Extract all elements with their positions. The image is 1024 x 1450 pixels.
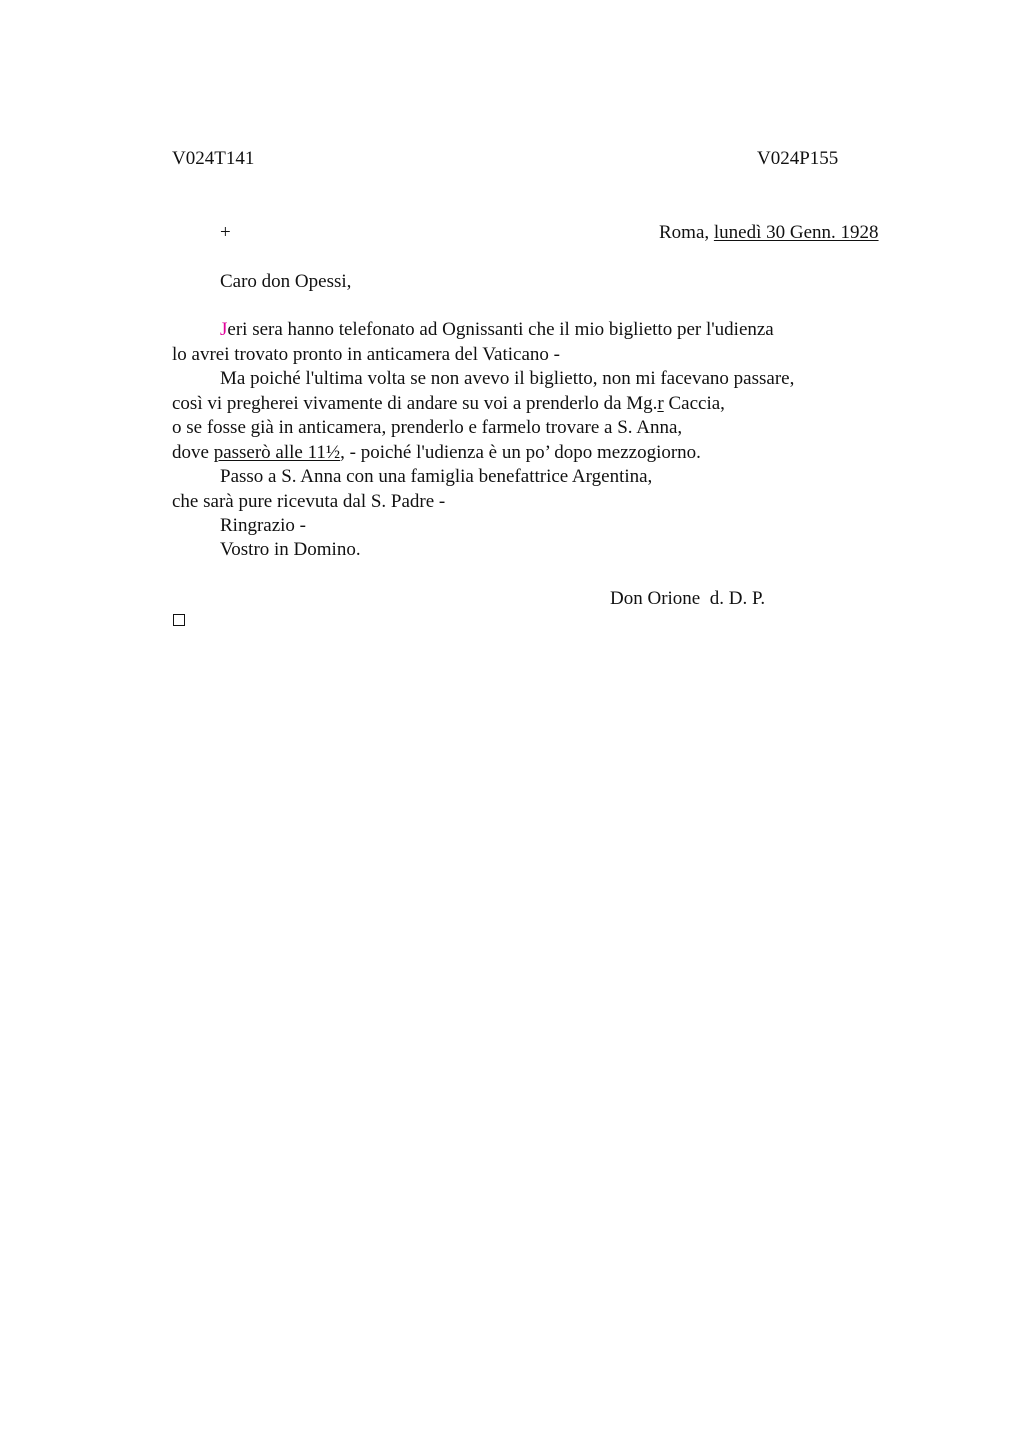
dateline — [659, 221, 879, 245]
body-line-4-b: Caccia, — [663, 393, 725, 414]
empty-checkbox-icon — [173, 614, 185, 626]
dateline-date: lunedì 30 Genn. 1928 — [713, 222, 879, 243]
body-line-2: lo avrei trovato pronto in anticamera del Vaticano - — [172, 344, 560, 365]
body-line-4 — [172, 392, 725, 416]
body-line-4-a: così vi pregherei vivamente di andare su voi a prenderlo da Mg. — [172, 393, 658, 414]
dateline-place: Roma, — [659, 222, 714, 243]
body-line-10: Vostro in Domino. — [220, 539, 361, 560]
body-line-6-b: , - poiché l'udienza è un po’ dopo mezzogiorno. — [340, 442, 701, 463]
body-line-3: Ma poiché l'ultima volta se non avevo il biglietto, non mi facevano passare, — [220, 368, 795, 389]
body-line-6-underlined: passerò alle 11½ — [213, 442, 341, 463]
body-line-7: Passo a S. Anna con una famiglia benefattrice Argentina, — [220, 466, 653, 487]
body-line-1 — [220, 318, 774, 342]
document-code-right: V024P155 — [757, 148, 839, 169]
body-line-1-text: eri sera hanno telefonato ad Ognissanti che il mio biglietto per l'udienza — [227, 319, 774, 340]
body-line-6-a: dove — [172, 442, 214, 463]
signature: Don Orione d. D. P. — [610, 588, 766, 609]
body-line-8: che sarà pure ricevuta dal S. Padre - — [172, 491, 446, 512]
document-code-left: V024T141 — [172, 148, 255, 169]
initial-letter: J — [220, 319, 228, 340]
body-line-6 — [172, 441, 701, 465]
body-line-5: o se fosse già in anticamera, prenderlo e farmelo trovare a S. Anna, — [172, 417, 683, 438]
body-line-4-sup: r — [657, 393, 664, 414]
body-line-9: Ringrazio - — [220, 515, 307, 536]
salutation: Caro don Opessi, — [220, 271, 352, 292]
cross-symbol: + — [220, 222, 231, 243]
